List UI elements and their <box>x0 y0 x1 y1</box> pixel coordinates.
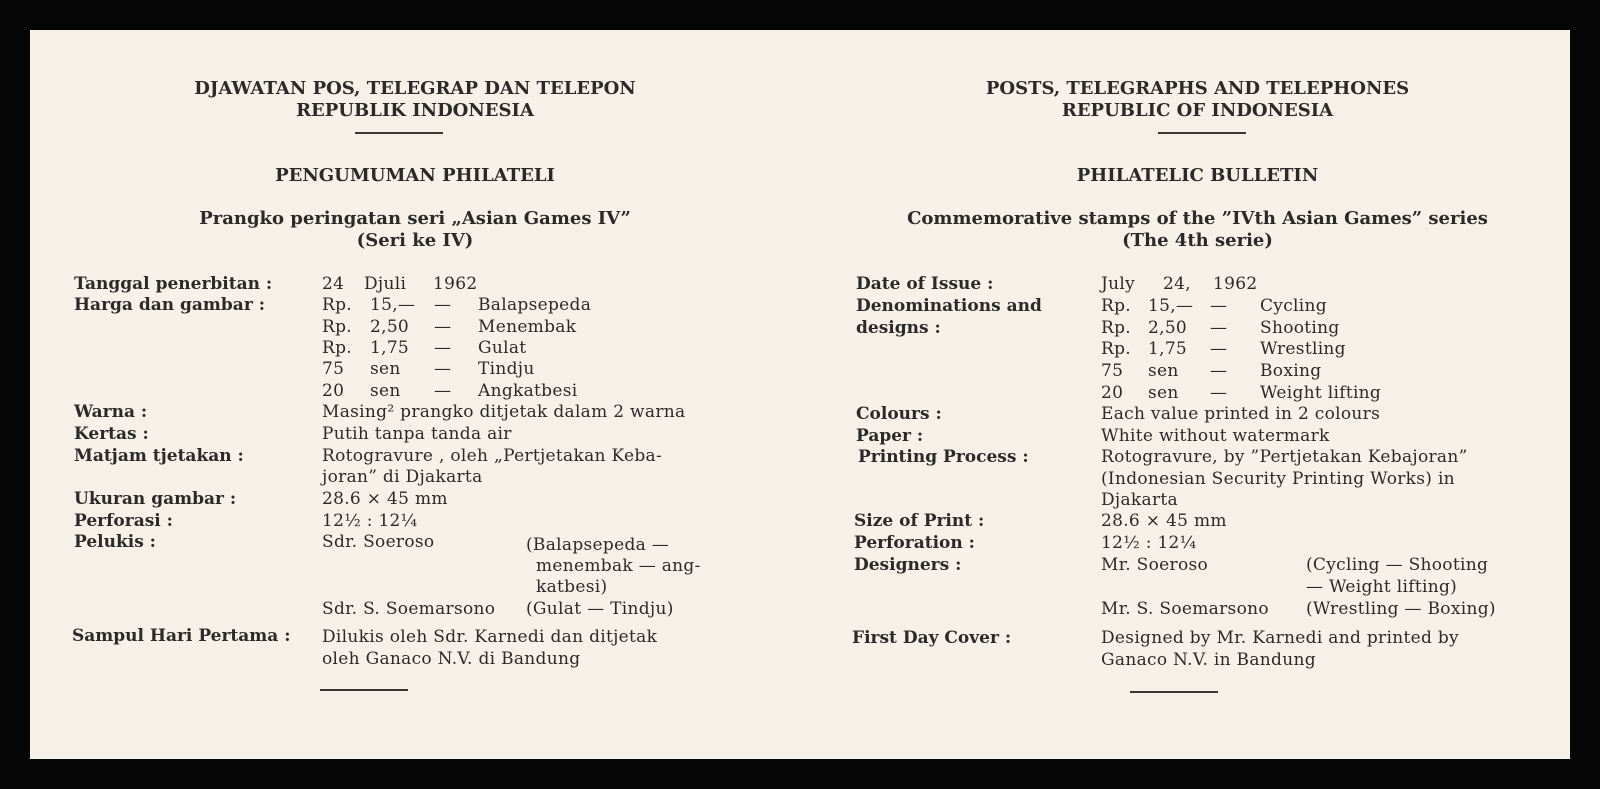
right-designer1-note-line1: (Cycling — Shooting <box>1306 555 1489 575</box>
left-colours-value: Masing² prangko ditjetak dalam 2 warna <box>322 402 686 422</box>
left-header-line2: REPUBLIK INDONESIA <box>296 100 534 121</box>
bulletin-sheet <box>30 30 1570 759</box>
right-process-value-line2: (Indonesian Security Printing Works) in <box>1101 469 1455 489</box>
left-designer2-name: Sdr. S. Soemarsono <box>322 599 496 619</box>
right-label-process: Printing Process : <box>858 447 1029 467</box>
indonesian-column <box>30 30 800 759</box>
right-label-size: Size of Print : <box>854 511 985 531</box>
list-item: — <box>434 359 452 379</box>
left-label-fdc: Sampul Hari Pertama : <box>72 626 291 646</box>
right-paper-value: White without watermark <box>1101 426 1330 446</box>
right-perforation-value: 12½ : 12¼ <box>1101 533 1197 553</box>
right-designer1-name: Mr. Soeroso <box>1101 555 1209 575</box>
list-item: 2,50 <box>1148 318 1188 338</box>
list-item: 15,— <box>1148 296 1194 316</box>
english-column <box>800 30 1570 759</box>
list-item: Wrestling <box>1260 339 1346 359</box>
left-label-date: Tanggal penerbitan : <box>74 274 273 294</box>
list-item: 20 <box>322 381 345 401</box>
left-fdc-value-line2: oleh Ganaco N.V. di Bandung <box>322 649 581 669</box>
left-designer2-note: (Gulat — Tindju) <box>526 599 674 619</box>
right-fdc-value-line1: Designed by Mr. Karnedi and printed by <box>1101 628 1459 648</box>
list-item: 20 <box>1101 383 1124 403</box>
list-item: — <box>1210 339 1228 359</box>
left-subtitle-line1: Prangko peringatan seri „Asian Games IV” <box>199 208 631 229</box>
list-item: 1,75 <box>1148 339 1188 359</box>
left-date-day: 24 <box>322 274 345 294</box>
right-date-month: July <box>1101 274 1136 294</box>
right-label-colours: Colours : <box>856 404 942 424</box>
list-item: 1,75 <box>370 338 410 358</box>
right-label-paper: Paper : <box>856 426 924 446</box>
left-label-denominations: Harga dan gambar : <box>74 295 265 315</box>
right-label-denominations-line2: designs : <box>856 318 941 338</box>
list-item: Angkatbesi <box>478 381 578 401</box>
right-footer-rule <box>1130 691 1218 693</box>
left-size-value: 28.6 × 45 mm <box>322 489 448 509</box>
right-subtitle-line1: Commemorative stamps of the ”IVth Asian Games” series <box>907 208 1488 229</box>
list-item: 2,50 <box>370 317 410 337</box>
right-label-fdc: First Day Cover : <box>852 628 1012 648</box>
right-designer2-note: (Wrestling — Boxing) <box>1306 599 1496 619</box>
right-header-rule <box>1158 132 1246 134</box>
right-label-designers: Designers : <box>854 555 962 575</box>
list-item: — <box>1210 383 1228 403</box>
list-item: sen <box>1148 361 1179 381</box>
left-label-perforation: Perforasi : <box>74 511 173 531</box>
list-item: — <box>434 295 452 315</box>
left-designer1-note-line3: katbesi) <box>536 577 608 597</box>
list-item: Shooting <box>1260 318 1340 338</box>
left-process-value-line1: Rotogravure , oleh „Pertjetakan Keba- <box>322 446 663 466</box>
left-designer1-note-line1: (Balapsepeda — <box>526 535 670 555</box>
list-item: Rp. <box>322 295 352 315</box>
right-designer2-name: Mr. S. Soemarsono <box>1101 599 1269 619</box>
list-item: — <box>1210 296 1228 316</box>
list-item: — <box>1210 318 1228 338</box>
right-header-line1: POSTS, TELEGRAPHS AND TELEPHONES <box>985 78 1410 99</box>
left-header-rule <box>355 132 443 134</box>
right-process-value-line3: Djakarta <box>1101 490 1178 510</box>
left-label-colours: Warna : <box>74 402 148 422</box>
list-item: — <box>1210 361 1228 381</box>
left-date-year: 1962 <box>433 274 478 294</box>
right-label-date: Date of Issue : <box>856 274 994 294</box>
right-date-day: 24, <box>1163 274 1191 294</box>
list-item: Rp. <box>322 338 352 358</box>
left-header-line1: DJAWATAN POS, TELEGRAP DAN TELEPON <box>194 78 636 99</box>
left-designer1-name: Sdr. Soeroso <box>322 532 435 552</box>
list-item: — <box>434 338 452 358</box>
left-designer1-note-line2: menembak — ang- <box>536 556 701 576</box>
left-label-size: Ukuran gambar : <box>74 489 237 509</box>
right-subtitle-line2: (The 4th serie) <box>1122 230 1273 251</box>
list-item: sen <box>1148 383 1179 403</box>
left-process-value-line2: joran” di Djakarta <box>322 467 483 487</box>
right-size-value: 28.6 × 45 mm <box>1101 511 1227 531</box>
list-item: Gulat <box>478 338 527 358</box>
list-item: Balapsepeda <box>478 295 592 315</box>
right-date-year: 1962 <box>1213 274 1258 294</box>
left-bulletin-title: PENGUMUMAN PHILATELI <box>275 165 555 186</box>
list-item: Boxing <box>1260 361 1322 381</box>
right-designer1-note-line2: — Weight lifting) <box>1306 577 1458 597</box>
right-label-denominations-line1: Denominations and <box>856 296 1042 316</box>
left-perforation-value: 12½ : 12¼ <box>322 511 418 531</box>
list-item: Tindju <box>478 359 535 379</box>
right-bulletin-title: PHILATELIC BULLETIN <box>1076 165 1319 186</box>
left-subtitle-line2: (Seri ke IV) <box>356 230 474 251</box>
left-paper-value: Putih tanpa tanda air <box>322 424 512 444</box>
right-colours-value: Each value printed in 2 colours <box>1101 404 1381 424</box>
left-footer-rule <box>320 689 408 691</box>
left-label-paper: Kertas : <box>74 424 149 444</box>
list-item: Rp. <box>322 317 352 337</box>
right-label-perforation: Perforation : <box>854 533 975 553</box>
list-item: Rp. <box>1101 296 1131 316</box>
list-item: Weight lifting <box>1260 383 1382 403</box>
list-item: Rp. <box>1101 339 1131 359</box>
list-item: — <box>434 381 452 401</box>
list-item: Rp. <box>1101 318 1131 338</box>
list-item: 75 <box>1101 361 1124 381</box>
list-item: Menembak <box>478 317 577 337</box>
right-fdc-value-line2: Ganaco N.V. in Bandung <box>1101 650 1316 670</box>
right-process-value-line1: Rotogravure, by ”Pertjetakan Kebajoran” <box>1101 447 1468 467</box>
left-label-process: Matjam tjetakan : <box>74 446 244 466</box>
list-item: sen <box>370 381 401 401</box>
list-item: sen <box>370 359 401 379</box>
left-label-designers: Pelukis : <box>74 532 156 552</box>
list-item: 75 <box>322 359 345 379</box>
list-item: — <box>434 317 452 337</box>
right-header-line2: REPUBLIC OF INDONESIA <box>1061 100 1334 121</box>
list-item: Cycling <box>1260 296 1327 316</box>
left-date-month: Djuli <box>364 274 407 294</box>
list-item: 15,— <box>370 295 416 315</box>
left-fdc-value-line1: Dilukis oleh Sdr. Karnedi dan ditjetak <box>322 627 658 647</box>
